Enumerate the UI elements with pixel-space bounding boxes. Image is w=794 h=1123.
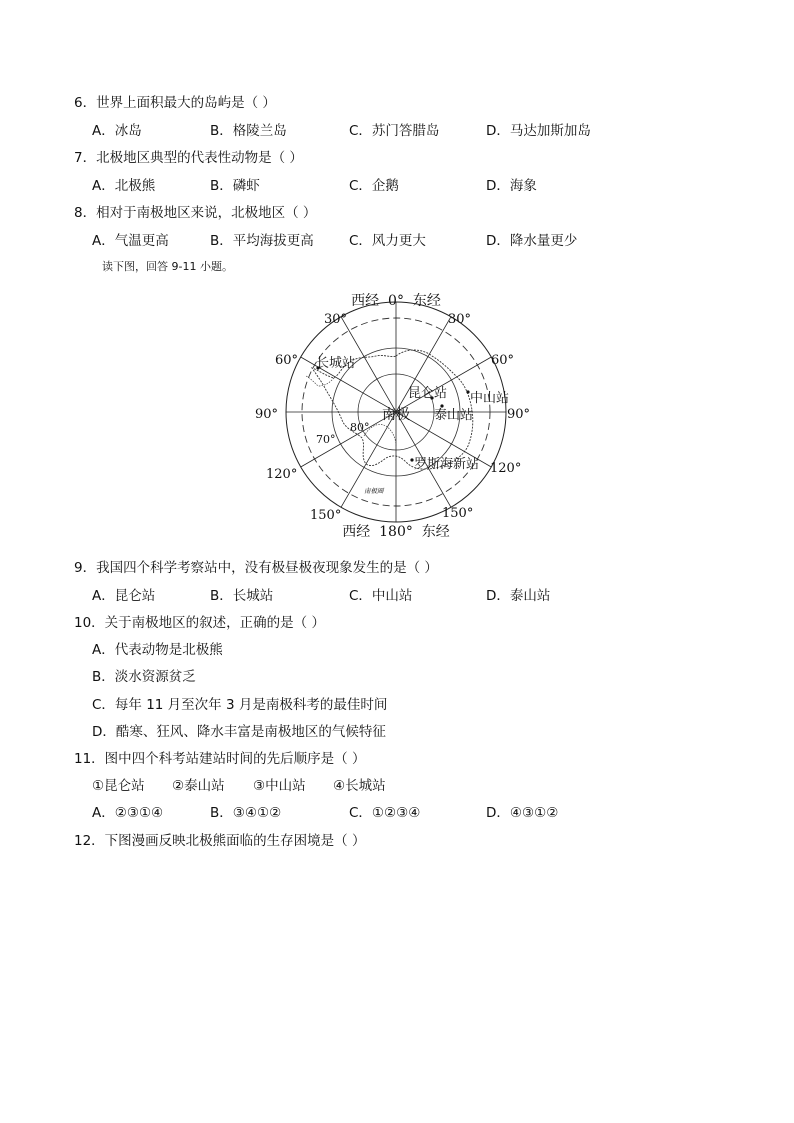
lon-label-e150: 150° xyxy=(442,506,474,521)
q8-option-b: B．平均海拔更高 xyxy=(210,233,314,249)
q11-item-1: ①昆仑站 xyxy=(92,778,145,794)
q9-option-b: B．长城站 xyxy=(210,588,274,604)
q7-option-d: D．海象 xyxy=(486,178,537,194)
lat-label-80: 80° xyxy=(350,421,370,434)
q6-option-a: A．冰岛 xyxy=(92,123,142,139)
antarctic-polar-map xyxy=(246,286,546,542)
station-label-zhongshan: 中山站 xyxy=(470,391,510,406)
lon-label-w150: 150° xyxy=(310,508,342,523)
map-bottom-label: 西经 180° 东经 xyxy=(342,524,450,540)
antarctic-circle-label: 南极圈 xyxy=(364,487,384,495)
q7-option-a: A．北极熊 xyxy=(92,178,156,194)
question-11-stem: 11．图中四个科考站建站时间的先后顺序是（ ） xyxy=(74,751,366,767)
q10-option-b: B．淡水资源贫乏 xyxy=(92,669,196,685)
q7-option-b: B．磷虾 xyxy=(210,178,260,194)
lon-label-w30: 30° xyxy=(324,312,348,327)
station-label-changcheng: 长城站 xyxy=(316,356,356,371)
lon-label-e30: 30° xyxy=(448,312,472,327)
lon-label-w120: 120° xyxy=(266,467,298,482)
q11-option-c: C．①②③④ xyxy=(349,805,421,821)
q9-option-c: C．中山站 xyxy=(349,588,413,604)
q6-option-d: D．马达加斯加岛 xyxy=(486,123,591,139)
question-6-stem: 6．世界上面积最大的岛屿是（ ） xyxy=(74,95,276,111)
question-9-stem: 9．我国四个科学考察站中，没有极昼极夜现象发生的是（ ） xyxy=(74,560,438,576)
question-10-stem: 10．关于南极地区的叙述，正确的是（ ） xyxy=(74,615,325,631)
lon-label-w90: 90° xyxy=(255,407,279,422)
station-label-luosihai: 罗斯海新站 xyxy=(414,457,480,472)
q6-option-c: C．苏门答腊岛 xyxy=(349,123,440,139)
lon-label-e90: 90° xyxy=(507,407,531,422)
q11-item-4: ④长城站 xyxy=(333,778,386,794)
question-12-stem: 12．下图漫画反映北极熊面临的生存困境是（ ） xyxy=(74,833,366,849)
q9-option-a: A．昆仑站 xyxy=(92,588,156,604)
q11-option-d: D．④③①② xyxy=(486,805,559,821)
peninsula-outline xyxy=(306,376,334,386)
q6-option-b: B．格陵兰岛 xyxy=(210,123,287,139)
lon-label-e120: 120° xyxy=(490,461,522,476)
q8-option-a: A．气温更高 xyxy=(92,233,169,249)
south-pole-label: 南极 xyxy=(382,407,410,423)
q8-option-c: C．风力更大 xyxy=(349,233,426,249)
q7-option-c: C．企鹅 xyxy=(349,178,399,194)
q11-option-b: B．③④①② xyxy=(210,805,282,821)
q11-item-2: ②泰山站 xyxy=(172,778,225,794)
lon-label-e60: 60° xyxy=(491,353,515,368)
q9-option-d: D．泰山站 xyxy=(486,588,551,604)
lat-label-70: 70° xyxy=(316,433,336,446)
q10-option-d: D．酷寒、狂风、降水丰富是南极地区的气候特征 xyxy=(92,724,386,740)
q11-option-a: A．②③①④ xyxy=(92,805,164,821)
question-7-stem: 7．北极地区典型的代表性动物是（ ） xyxy=(74,150,303,166)
q8-option-d: D．降水量更少 xyxy=(486,233,578,249)
q11-item-3: ③中山站 xyxy=(253,778,306,794)
q10-option-a: A．代表动物是北极熊 xyxy=(92,642,223,658)
station-label-kunlun: 昆仑站 xyxy=(408,386,448,401)
map-top-label: 西经 0° 东经 xyxy=(351,293,441,309)
lon-label-w60: 60° xyxy=(275,353,299,368)
map-intro: 读下图，回答 9-11 小题。 xyxy=(102,260,233,273)
station-label-taishan: 泰山站 xyxy=(434,408,474,423)
q10-option-c: C．每年 11 月至次年 3 月是南极科考的最佳时间 xyxy=(92,697,388,713)
question-8-stem: 8．相对于南极地区来说，北极地区（ ） xyxy=(74,205,317,221)
